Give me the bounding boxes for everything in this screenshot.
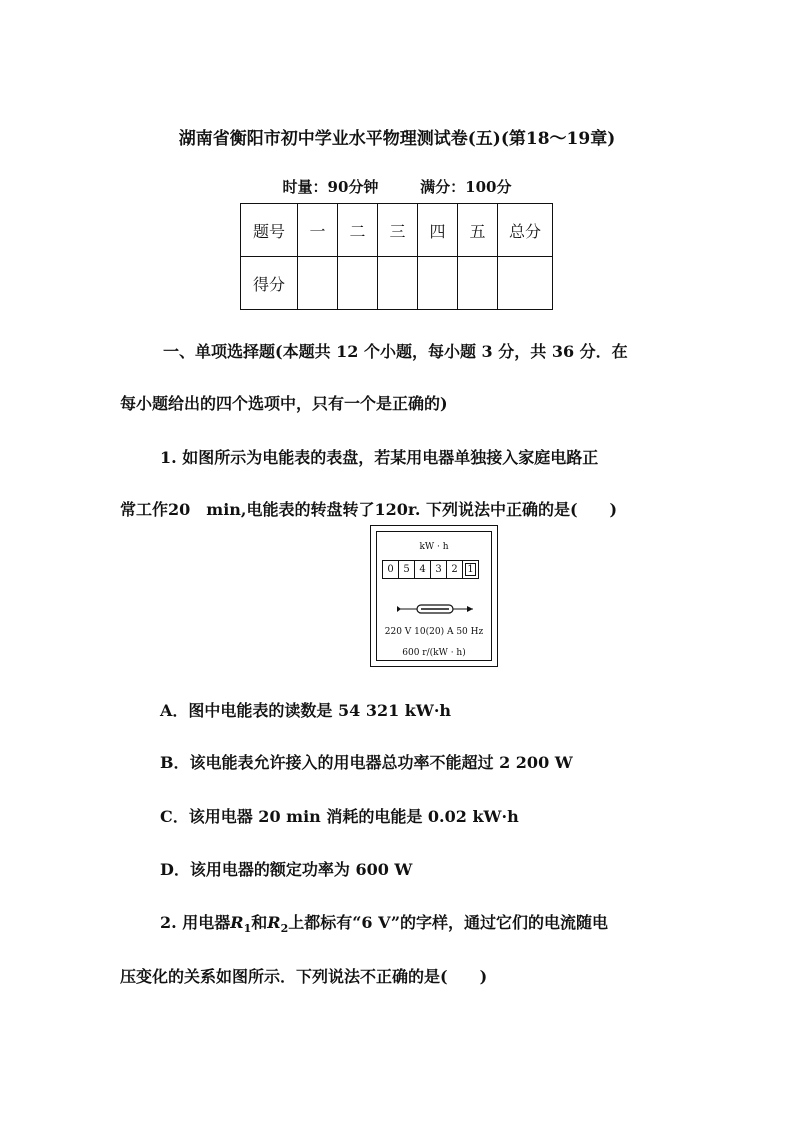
meter-digit-decimal bbox=[462, 560, 479, 579]
q2-line2: 压变化的关系如图所示．下列说法不正确的是( ) bbox=[120, 967, 488, 986]
meter-spec: 220 V 10(20) A 50 Hz bbox=[384, 627, 484, 637]
score-table-header-cell: 四 bbox=[418, 204, 458, 257]
exam-title: 湖南省衡阳市初中学业水平物理测试卷(五)(第18～19章) bbox=[178, 129, 616, 149]
meter-digit: 2 bbox=[446, 560, 463, 579]
q2-r2: R bbox=[267, 913, 281, 932]
q2-text-c: 上都标有“6 V”的字样，通过它们的电流随电 bbox=[288, 913, 609, 932]
score-table-header-row bbox=[241, 204, 553, 257]
score-cell[interactable] bbox=[458, 257, 498, 310]
time-label: 时量：90分钟 bbox=[282, 178, 379, 196]
score-table-header-cell: 总分 bbox=[498, 204, 553, 257]
q2-r1: R bbox=[230, 913, 244, 932]
score-table-header-cell: 二 bbox=[338, 204, 378, 257]
q1-option-d[interactable]: D．该用电器的额定功率为 600 W bbox=[160, 860, 413, 879]
score-cell[interactable] bbox=[338, 257, 378, 310]
score-table bbox=[240, 203, 553, 310]
meter-digit: 1 bbox=[465, 563, 476, 576]
section1-heading-line1: 一、单项选择题(本题共 12 个小题，每小题 3 分，共 36 分．在 bbox=[163, 342, 628, 361]
score-table-header-cell: 三 bbox=[378, 204, 418, 257]
score-table-score-row bbox=[241, 257, 553, 310]
meter-digit: 3 bbox=[430, 560, 447, 579]
meter-digit-row bbox=[383, 560, 479, 579]
score-cell[interactable] bbox=[418, 257, 458, 310]
q2-r2-sub: 2 bbox=[280, 922, 289, 936]
meter-unit: kW · h bbox=[419, 542, 449, 552]
meter-digit: 0 bbox=[382, 560, 399, 579]
score-cell[interactable] bbox=[378, 257, 418, 310]
full-score-label: 满分：100分 bbox=[420, 178, 512, 196]
energy-meter-figure bbox=[370, 525, 498, 667]
q1-line1: 1. 如图所示为电能表的表盘，若某用电器单独接入家庭电路正 bbox=[160, 448, 599, 467]
score-table-header-cell: 一 bbox=[298, 204, 338, 257]
meter-digit: 5 bbox=[398, 560, 415, 579]
q1-option-b[interactable]: B．该电能表允许接入的用电器总功率不能超过 2 200 W bbox=[160, 753, 573, 772]
q1-line2: 常工作20 min,电能表的转盘转了120r. 下列说法中正确的是( ) bbox=[120, 500, 618, 519]
section1-heading-line2: 每小题给出的四个选项中，只有一个是正确的) bbox=[120, 394, 448, 413]
score-table-header-cell: 题号 bbox=[241, 204, 298, 257]
energy-meter-panel bbox=[376, 531, 492, 661]
q1-option-a[interactable]: A．图中电能表的读数是 54 321 kW·h bbox=[160, 701, 452, 720]
score-table-header-cell: 五 bbox=[458, 204, 498, 257]
meter-digit: 4 bbox=[414, 560, 431, 579]
score-cell[interactable] bbox=[298, 257, 338, 310]
rotating-disc-icon bbox=[397, 602, 475, 616]
score-row-label: 得分 bbox=[241, 257, 298, 310]
score-cell[interactable] bbox=[498, 257, 553, 310]
exam-time-score bbox=[0, 176, 794, 197]
q2-text-a: 用电器 bbox=[182, 913, 231, 932]
meter-revolutions: 600 r/(kW · h) bbox=[402, 648, 466, 658]
q2-number: 2. bbox=[160, 913, 177, 932]
q2-line1 bbox=[160, 910, 608, 935]
q2-r1-sub: 1 bbox=[243, 922, 252, 936]
q1-option-c[interactable]: C．该用电器 20 min 消耗的电能是 0.02 kW·h bbox=[160, 807, 519, 826]
q2-text-b: 和 bbox=[251, 913, 268, 932]
